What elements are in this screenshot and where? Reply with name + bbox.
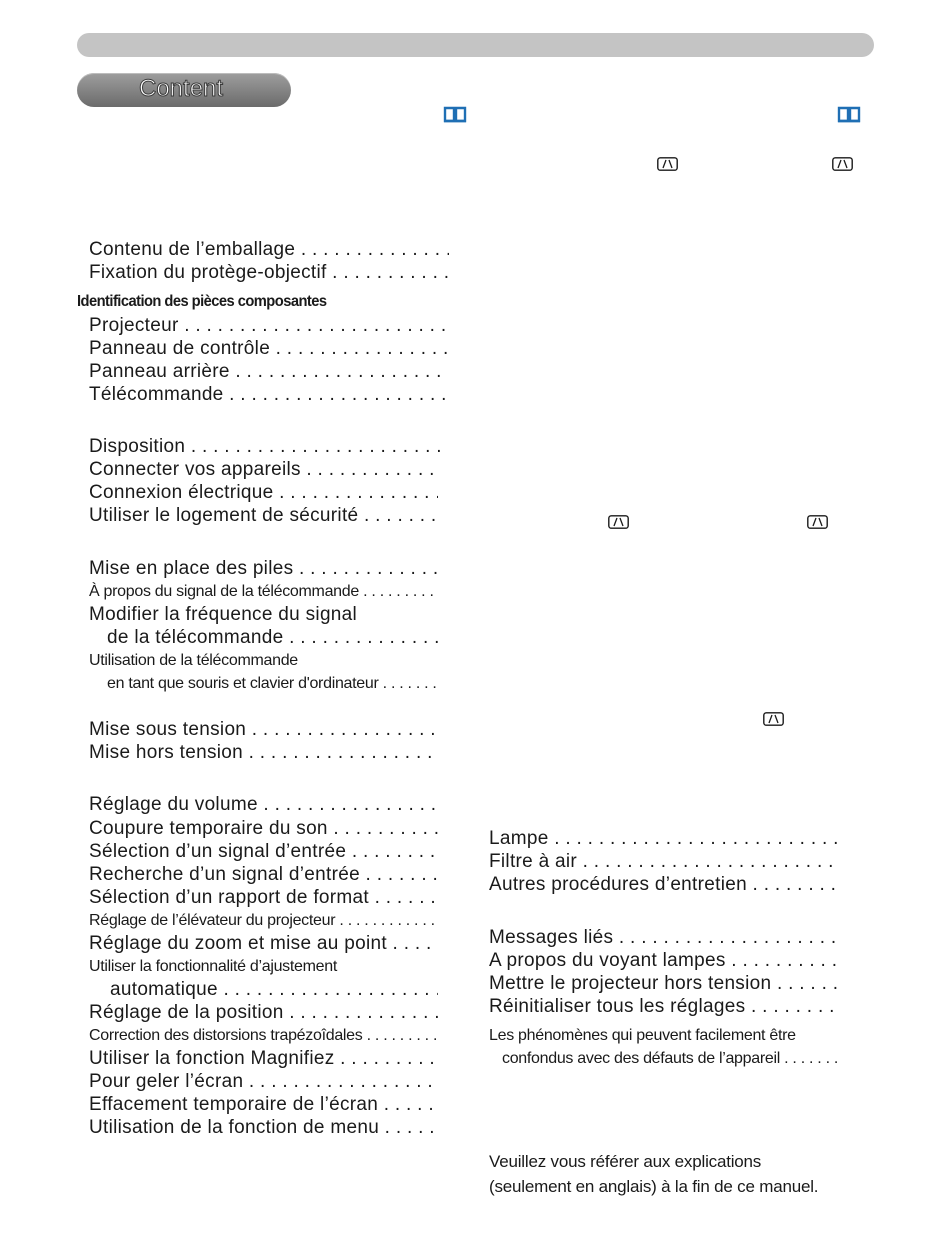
key-icon	[763, 712, 784, 726]
toc-entry[interactable]: Lampe . . .	[489, 828, 838, 850]
toc-entry[interactable]: Correction des distorsions trapézoîdales . . .	[89, 1025, 438, 1047]
toc-entry[interactable]: Disposition . . .	[89, 436, 449, 458]
toc-entry[interactable]: Mise en place des piles . . .	[89, 558, 438, 580]
page-title: Content	[139, 75, 224, 102]
toc-entry[interactable]: Utiliser la fonction Magnifiez . . .	[89, 1048, 438, 1070]
toc-entry[interactable]: Filtre à air . . .	[489, 851, 838, 873]
footnote-line: (seulement en anglais) à la fin de ce manuel.	[489, 1177, 819, 1196]
toc-entry[interactable]: Utiliser la fonctionnalité d’ajustement	[89, 958, 337, 975]
section-heading: Identification des pièces composantes	[77, 293, 327, 310]
book-icon	[443, 106, 467, 123]
toc-entry[interactable]: Utilisation de la télécommande	[89, 652, 298, 669]
toc-entry[interactable]: Mise sous tension . . .	[89, 719, 438, 741]
toc-entry-continuation[interactable]: en tant que souris et clavier d'ordinateur . . .	[107, 673, 438, 695]
toc-entry[interactable]: Réglage de la position . . .	[89, 1002, 438, 1024]
toc-entry[interactable]: Contenu de l’emballage . . .	[89, 239, 449, 261]
toc-entry-continuation[interactable]: de la télécommande . . .	[107, 627, 438, 649]
key-icon	[608, 515, 629, 529]
toc-entry[interactable]: Projecteur . . .	[89, 315, 449, 337]
content-title-pill	[77, 73, 291, 107]
toc-entry[interactable]: Connexion électrique . . .	[89, 482, 438, 504]
footnote-line: Veuillez vous référer aux explications	[489, 1152, 762, 1171]
toc-entry[interactable]: Effacement temporaire de l’écran . . .	[89, 1094, 438, 1116]
toc-entry[interactable]: Autres procédures d’entretien . . .	[489, 874, 838, 896]
toc-entry[interactable]: Sélection d’un signal d’entrée . . .	[89, 841, 438, 863]
toc-entry[interactable]: Panneau arrière . . .	[89, 361, 449, 383]
toc-entry[interactable]: Recherche d’un signal d’entrée . . .	[89, 864, 438, 886]
toc-entry[interactable]: Mise hors tension . . .	[89, 742, 438, 764]
toc-entry[interactable]: A propos du voyant lampes . . .	[489, 950, 838, 972]
toc-entry-continuation[interactable]: confondus avec des défauts de l’appareil . . .	[502, 1048, 838, 1070]
toc-entry[interactable]: Réglage du zoom et mise au point . . .	[89, 933, 438, 955]
toc-entry[interactable]: Panneau de contrôle . . .	[89, 338, 449, 360]
toc-entry[interactable]: À propos du signal de la télécommande . . .	[89, 581, 438, 603]
toc-entry[interactable]: Réinitialiser tous les réglages . . .	[489, 996, 838, 1018]
header-bar	[77, 33, 874, 57]
toc-entry[interactable]: Réglage de l’élévateur du projecteur . . .	[89, 910, 438, 932]
toc-entry[interactable]: Mettre le projecteur hors tension . . .	[489, 973, 838, 995]
toc-entry-continuation[interactable]: automatique . . .	[110, 979, 438, 1001]
key-icon	[832, 157, 853, 171]
toc-entry[interactable]: Télécommande . . .	[89, 384, 449, 406]
toc-entry[interactable]: Utiliser le logement de sécurité . . .	[89, 505, 438, 527]
key-icon	[807, 515, 828, 529]
toc-entry[interactable]: Modifier la fréquence du signal	[89, 604, 358, 625]
toc-entry[interactable]: Réglage du volume . . .	[89, 794, 438, 816]
book-icon	[837, 106, 861, 123]
toc-entry[interactable]: Sélection d’un rapport de format . . .	[89, 887, 438, 909]
toc-entry[interactable]: Les phénomènes qui peuvent facilement être	[489, 1027, 796, 1044]
toc-entry[interactable]: Coupure temporaire du son . . .	[89, 818, 438, 840]
toc-entry[interactable]: Pour geler l’écran . . .	[89, 1071, 438, 1093]
toc-entry[interactable]: Fixation du protège-objectif . . .	[89, 262, 449, 284]
toc-entry[interactable]: Messages liés . . .	[489, 927, 838, 949]
toc-entry[interactable]: Utilisation de la fonction de menu . . .	[89, 1117, 438, 1139]
key-icon	[657, 157, 678, 171]
toc-entry[interactable]: Connecter vos appareils . . .	[89, 459, 438, 481]
